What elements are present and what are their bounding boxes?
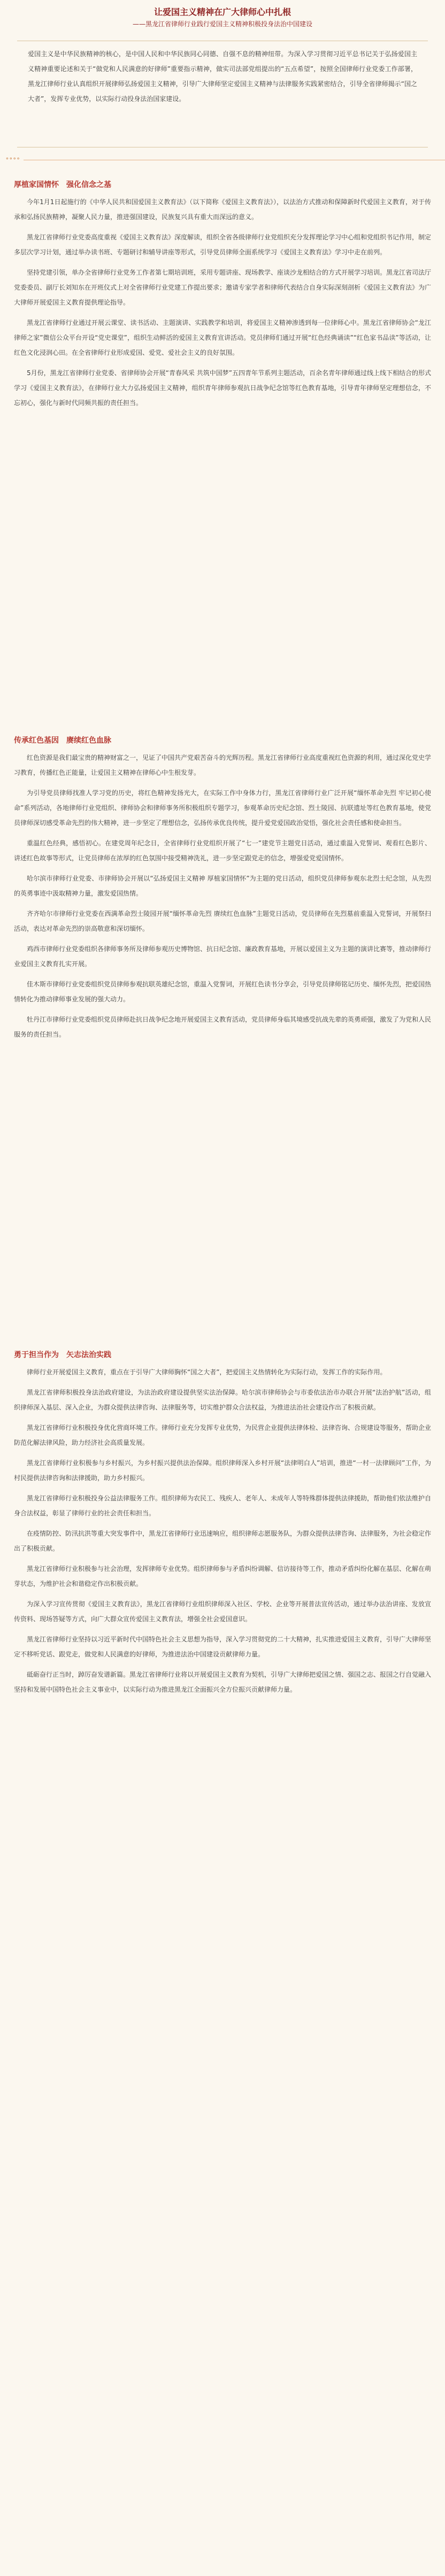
paragraph: 5月份，黑龙江省律师行业党委、省律师协会开展“青春风采 共筑中国梦”五四青年节系列主题活动，百余名青年律师通过线上线下相结合的形式学习《爱国主义教育法》，在律师行业大力弘扬爱国主义精神，组织青年律师参观抗日战争纪念馆等红色教育基地，引导青年律师坚定理想信念，不忘初心，强化与新时代同频共振的责任担当。 [14, 369, 431, 407]
paragraph: 黑龙江省律师行业积极参与乡村振兴，为乡村振兴提供法治保障。组织律师深入乡村开展“法律明白人”培训，推进“一村一法律顾问”工作，为村民提供法律咨询和法律援助，助力乡村振兴。 [14, 1459, 431, 1482]
paragraph: 今年1月1日起施行的《中华人民共和国爱国主义教育法》（以下简称《爱国主义教育法》），以法治方式推动和保障新时代爱国主义教育，对于传承和弘扬民族精神，凝聚人民力量，推进强国建设，民族复兴具有重大而深远的意义。 [14, 198, 431, 221]
paragraph: 坚持党建引领，单办全省律师行业党务工作者第七期培训班，采用专题讲座、现场教学、座谈沙龙相结合的方式开展学习培训。黑龙江省司法厅党委委员、副厅长刘知东在开班仪式上对全省律师行业党建工作提出要求；邀请专家学者和律师代表结合自身实际深刻剖析《爱国主义教育法》为广大律师开展爱国主义教育提供理论指导。 [14, 269, 431, 306]
intro-summary: 爱国主义是中华民族精神的核心，是中国人民和中华民族同心同德、自强不息的精神纽带。为深入学习贯彻习近平总书记关于弘扬爱国主义精神重要论述和关于“做党和人民满意的好律师”重要指示精神，做实司法部党组提出的“五点希望”，按照全国律师行业党委工作部署，黑龙江律师行业认真组织开展律师弘扬爱国主义精神，引导广大律师坚定爱国主义精神与法律服务实践紧密结合，引导全省律师揭示“国之大者”，发挥专业优势，以实际行动投身法治国家建设。 [17, 41, 428, 147]
paragraph: 黑龙江省律师行业积极投身公益法律服务工作。组织律师为农民工、残疾人、老年人、未成年人等特殊群体提供法律援助，帮助他们依法维护自身合法权益，彰显了律师行业的社会责任和担当。 [14, 1495, 431, 1517]
paragraph: 重温红色经典，感悟初心。在建党周年纪念日，全省律师行业党组织开展了“七一”建党节主题党日活动，通过重温入党誓词、观看红色影片、讲述红色故事等形式，让党员律师在浓厚的红色氛围中接受精神洗礼，进一步坚定跟党走的信念，增强爱党爱国情怀。 [14, 839, 431, 862]
article-subtitle: ——黑龙江省律师行业践行爱国主义精神积极投身法治中国建设 [132, 20, 312, 28]
section-divider [0, 155, 445, 165]
paragraph: 砥砺奋行正当时，踔厉奋发谱新篇。黑龙江省律师行业将以开展爱国主义教育为契机，引导广大律师把爱国之情、强国之志、报国之行自觉融入坚持和发展中国特色社会主义事业中，以实际行动为推进黑龙江全面振兴全方位振兴贡献律师力量。 [14, 1671, 431, 1693]
paragraph: 黑龙江省律师行业党委高度重视《爱国主义教育法》深度解读，组织全省各级律师行业党组织充分发挥理论学习中心组和党组织书记作用，制定多层次学习计划，通过举办读书班、专题研讨和辅导讲座等形式，引导党员律师全面系统学习《爱国主义教育法》学习中走在前列。 [14, 234, 431, 256]
paragraph: 黑龙江省律师行业积极参与社会治理，发挥律师专业优势。组织律师参与矛盾纠纷调解、信访接待等工作，推动矛盾纠纷化解在基层、化解在萌芽状态，为维护社会和谐稳定作出积极贡献。 [14, 1565, 431, 1587]
paragraph: 为深入学习宣传贯彻《爱国主义教育法》，黑龙江省律师行业组织律师深入社区、学校、企业等开展普法宣传活动，通过举办法治讲座、发放宣传资料、现场答疑等方式，向广大群众宣传爱国主义教育法，增强全社会爱国意识。 [14, 1600, 431, 1623]
paragraph: 黑龙江省律师积极投身法治政府建设，为法治政府建设提供坚实法治保障。哈尔滨市律师协会与市委依法治市办联合开展“法治护航”活动，组织律师深入基层、深入企业，为群众提供法律咨询、法律服务等，切实维护群众合法权益，为推进法治社会建设作出了积极贡献。 [14, 1389, 431, 1411]
paragraph: 红色资源是我们最宝贵的精神财富之一，见证了中国共产党艰苦奋斗的光辉历程。黑龙江省律师行业高度重视红色资源的利用，通过深化党史学习教育，传播红色正能量，让爱国主义精神在律师心中生根发芽。 [14, 754, 431, 776]
paragraph: 哈尔滨市律师行业党委、市律师协会开展以“弘扬爱国主义精神 厚植家国情怀”为主题的党日活动，组织党员律师参观东北烈士纪念馆，从先烈的英勇事迹中汲取精神力量，激发爱国热情。 [14, 875, 431, 897]
paragraph: 黑龙江省律师行业通过开展云课堂、读书活动、主题演讲、实践教学和培训，将爱国主义精神渗透到每一位律师心中。黑龙江省律师协会“龙江律师之家”微信公众平台开设“党史课堂”，组织生动鲜活的爱国主义教育宣讲活动。党员律师们通过开展“红色经典诵读”“红色家书品读”等活动，让红色文化浸润心田。在全省律师行业形成爱国、爱党、爱社会主义的良好氛围。 [14, 319, 431, 356]
section-1 [14, 172, 431, 728]
section-2 [14, 728, 431, 1342]
paragraph: 律师行业开展爱国主义教育，重点在于引导广大律师胸怀“国之大者”，把爱国主义热情转化为实际行动，发挥工作的实际作用。 [27, 1368, 387, 1376]
divider-dots-icon: ∘∘∘∘ [5, 155, 24, 162]
article-header [0, 0, 445, 29]
paragraph: 齐齐哈尔市律师行业党委在西满革命烈士陵园开展“缅怀革命先烈 赓续红色血脉”主题党日活动，党员律师在先烈墓前重温入党誓词，开展祭扫活动，表达对革命先烈的崇高敬意和深切缅怀。 [14, 910, 431, 932]
paragraph: 为引导党员律师找准人学习党的历史，将红色精神发扬光大，在实际工作中身体力行，黑龙江省律师行业广泛开展“缅怀革命先烈 牢记初心使命”系列活动，各地律师行业党组织、律师协会和律师事务所积极组织专题学习，参观革命历史纪念馆、烈士陵园、抗联遗址等红色教育基地，使党员律师深切感受革命先烈的伟大精神，进一步坚定了理想信念，弘扬传承优良传统，提升爱党爱国政治觉悟，强化社会责任感和使命担当。 [14, 789, 431, 827]
paragraph: 黑龙江省律师行业积极投身优化营商环境工作。律师行业充分发挥专业优势，为民营企业提供法律体检、法律咨询、合规建设等服务，帮助企业防范化解法律风险，助力经济社会高质量发展。 [14, 1424, 431, 1446]
paragraph: 佳木斯市律师行业党委组织党员律师参观抗联英雄纪念馆，重温入党誓词，开展红色读书分享会，引导党员律师铭记历史、缅怀先烈，把爱国热情转化为推动律师事业发展的强大动力。 [14, 980, 431, 1003]
section-3 [14, 1342, 431, 2390]
section-2-heading: 传承红色基因 赓续红色血脉 [14, 736, 111, 745]
section-3-heading: 勇于担当作为 矢志法治实践 [14, 1351, 111, 1359]
paragraph: 鸡西市律师行业党委组织各律师事务所及律师参观历史博物馆、抗日纪念馆、廉政教育基地，开展以爱国主义为主题的演讲比赛等，推动律师行业爱国主义教育扎实开展。 [14, 945, 431, 968]
paragraph: 牡丹江市律师行业党委组织党员律师赴抗日战争纪念地开展爱国主义教育活动，党员律师身临其境感受抗战先辈的英勇顽强，激发了为党和人民服务的责任担当。 [14, 1016, 431, 1038]
section-1-heading: 厚植家国情怀 强化信念之基 [14, 181, 111, 189]
paragraph: 黑龙江省律师行业坚持以习近平新时代中国特色社会主义思想为指导，深入学习贯彻党的二十大精神，扎实推进爱国主义教育，引导广大律师坚定不移听党话、跟党走，做党和人民满意的好律师，为推进法治中国建设贡献律师力量。 [14, 1636, 431, 1658]
article-body [0, 165, 445, 2390]
article-title: 让爱国主义精神在广大律师心中扎根 [154, 7, 291, 17]
paragraph: 在疫情防控、防汛抗洪等重大突发事件中，黑龙江省律师行业迅速响应，组织律师志愿服务队，为群众提供法律咨询、法律服务，为社会稳定作出了积极贡献。 [14, 1530, 431, 1552]
